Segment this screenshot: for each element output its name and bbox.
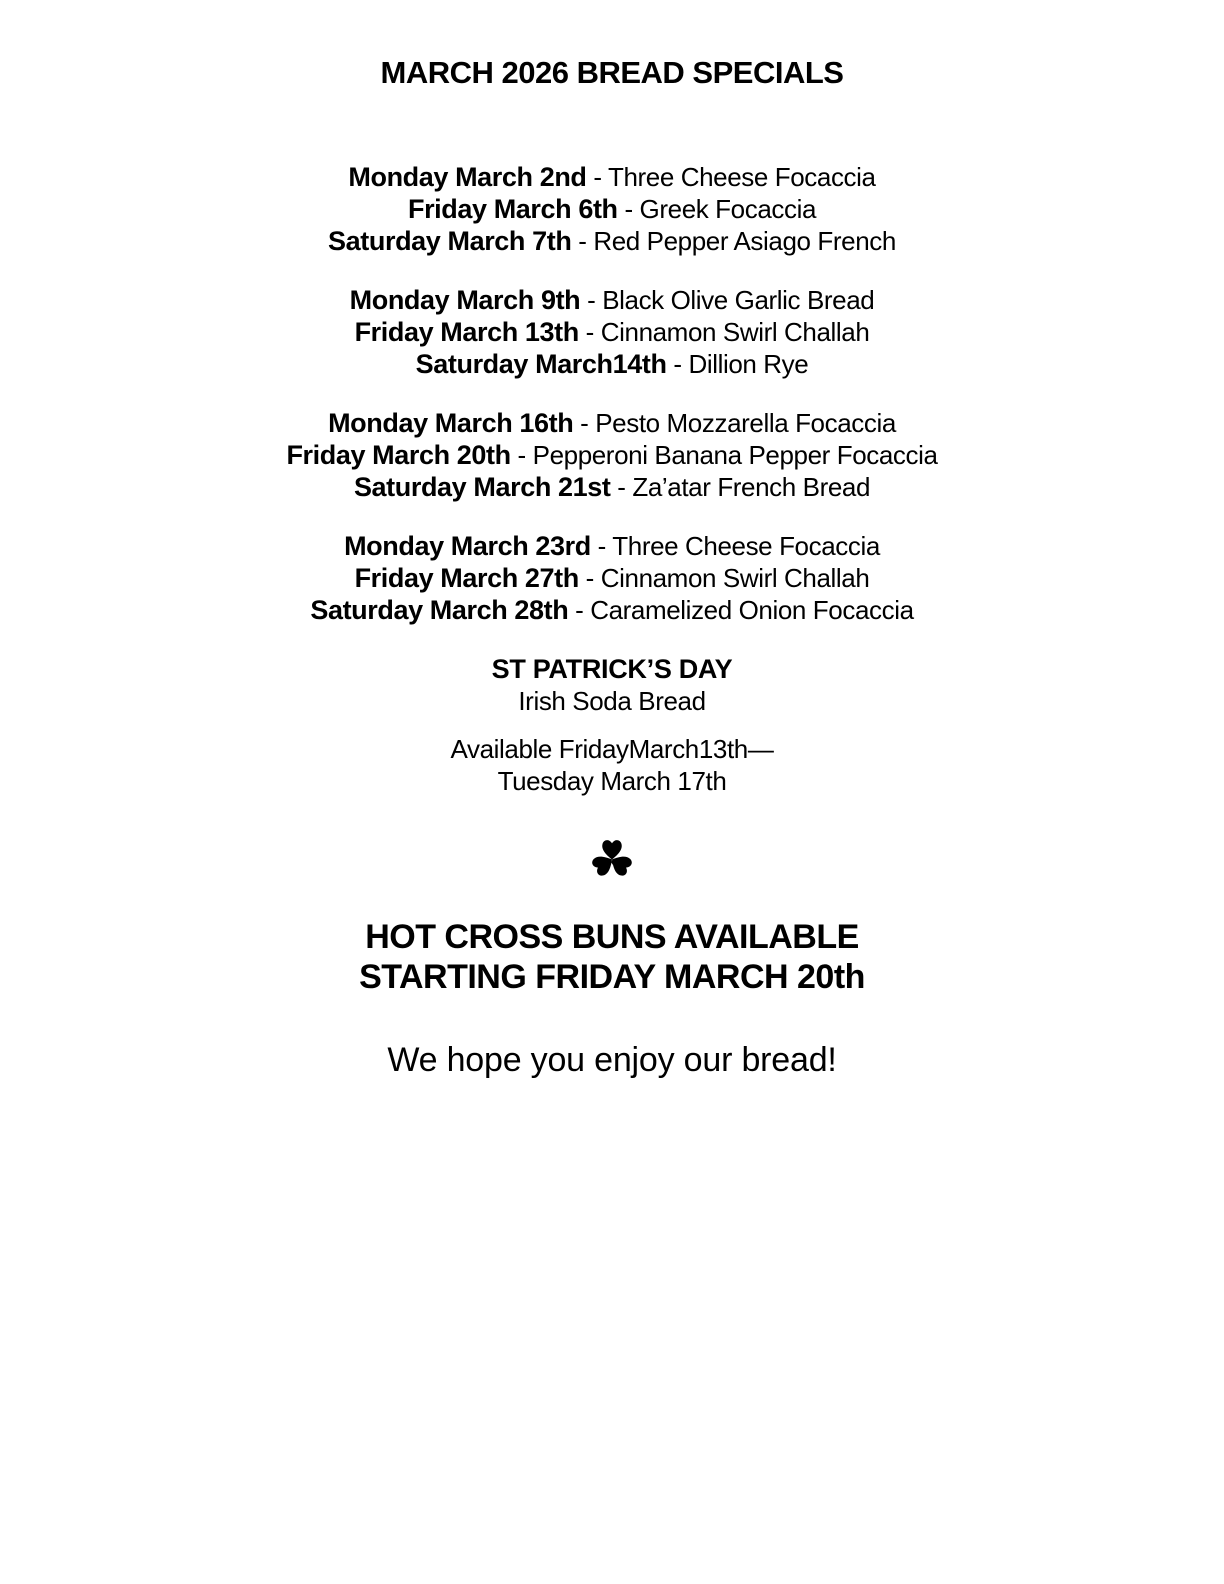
menu-date: Saturday March 28th: [310, 595, 569, 625]
menu-line: [0, 316, 1224, 348]
menu-date: Friday March 27th: [354, 563, 579, 593]
page-title: MARCH 2026 BREAD SPECIALS: [380, 55, 844, 90]
menu-bread: - Pepperoni Banana Pepper Focaccia: [517, 440, 938, 470]
shamrock-icon: [0, 827, 1224, 883]
menu-date: Monday March 23rd: [344, 531, 591, 561]
availability-dates: [0, 733, 1224, 797]
menu-date: Saturday March14th: [415, 349, 667, 379]
menu-bread: - Greek Focaccia: [624, 194, 817, 224]
menu-line: [0, 161, 1224, 193]
menu-date: Monday March 9th: [349, 285, 581, 315]
menu-line: [0, 193, 1224, 225]
menu-line: [0, 439, 1224, 471]
weekly-specials: [0, 161, 1224, 626]
menu-bread: - Cinnamon Swirl Challah: [585, 563, 870, 593]
menu-date: Saturday March 21st: [353, 472, 611, 502]
menu-bread: - Red Pepper Asiago French: [578, 226, 896, 256]
menu-bread: - Three Cheese Focaccia: [597, 531, 880, 561]
menu-bread: - Caramelized Onion Focaccia: [575, 595, 914, 625]
menu-date: Monday March 2nd: [348, 162, 587, 192]
menu-line: [0, 530, 1224, 562]
menu-line: [0, 562, 1224, 594]
menu-line: [0, 284, 1224, 316]
menu-bread: - Pesto Mozzarella Focaccia: [580, 408, 896, 438]
menu-bread: - Three Cheese Focaccia: [593, 162, 876, 192]
week-group-4: [0, 530, 1224, 626]
hot-cross-announcement: [0, 917, 1224, 997]
menu-bread: - Black Olive Garlic Bread: [587, 285, 875, 315]
menu-date: Saturday March 7th: [328, 226, 572, 256]
hot-cross-line-2: STARTING FRIDAY MARCH 20th: [359, 958, 865, 996]
menu-date: Friday March 6th: [407, 194, 618, 224]
menu-line: [0, 407, 1224, 439]
week-group-2: [0, 284, 1224, 380]
closing-message: We hope you enjoy our bread!: [387, 1041, 837, 1079]
availability-line-2: Tuesday March 17th: [497, 766, 727, 796]
menu-line: [0, 594, 1224, 626]
availability-line-1: Available FridayMarch13th—: [450, 734, 774, 764]
menu-date: Friday March 13th: [354, 317, 579, 347]
menu-bread: - Dillion Rye: [673, 349, 809, 379]
hot-cross-line-1: HOT CROSS BUNS AVAILABLE: [365, 918, 859, 956]
st-patricks-bread: Irish Soda Bread: [518, 686, 706, 716]
menu-line: [0, 348, 1224, 380]
menu-line: [0, 225, 1224, 257]
menu-bread: - Cinnamon Swirl Challah: [585, 317, 870, 347]
menu-date: Friday March 20th: [286, 440, 511, 470]
menu-date: Monday March 16th: [328, 408, 574, 438]
menu-bread: - Za’atar French Bread: [617, 472, 871, 502]
st-patricks-section: [0, 653, 1224, 797]
week-group-3: [0, 407, 1224, 503]
st-patricks-heading: ST PATRICK’S DAY: [491, 654, 733, 684]
menu-line: [0, 471, 1224, 503]
week-group-1: [0, 161, 1224, 257]
